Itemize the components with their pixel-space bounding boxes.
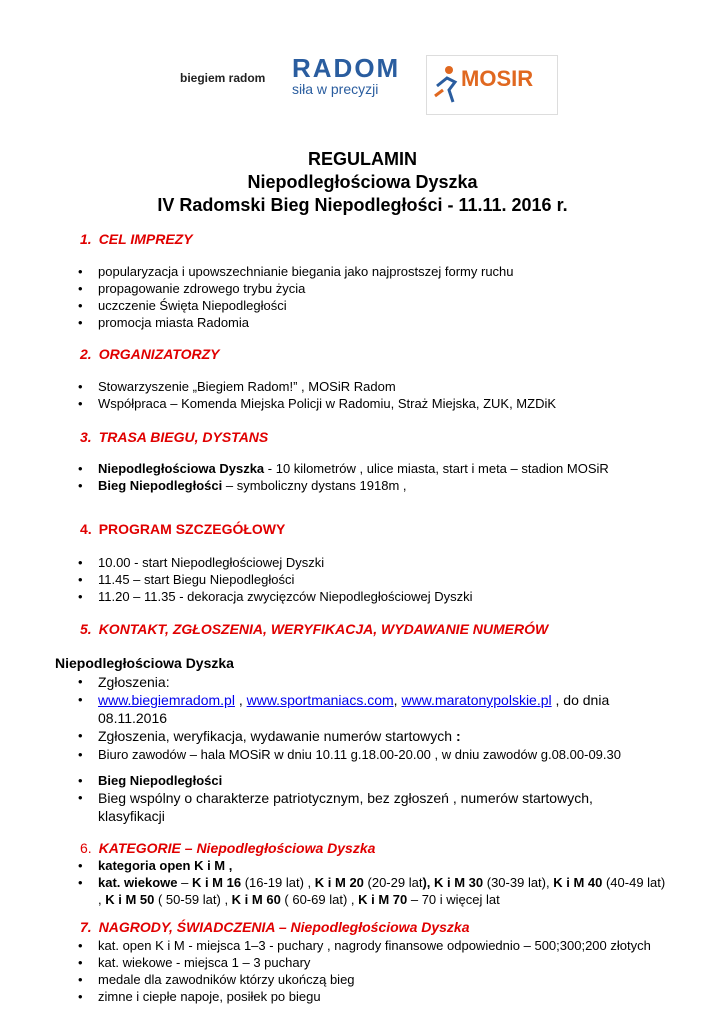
subsection-title: Niepodległościowa Dyszka <box>55 655 234 671</box>
list-item <box>78 477 609 494</box>
text: (40-49 lat) , <box>98 875 666 907</box>
section-number: 1. <box>80 231 92 247</box>
organizers-list <box>78 378 556 412</box>
separator: , <box>393 692 402 708</box>
list-item: • 10.00 - start Niepodległościowej Dyszki <box>78 554 473 571</box>
section-title: KONTAKT, ZGŁOSZENIA, WERYFIKACJA, WYDAWANIE NUMERÓW <box>98 621 549 637</box>
list-item: • kat. open K i M - miejsca 1–3 - puchary , nagrody finansowe odpowiednio – 500;300;200 złotych <box>78 937 678 954</box>
text: (20-29 lat <box>363 875 423 890</box>
mosir-runner-icon <box>433 64 459 104</box>
text: (30-39 lat), <box>483 875 554 890</box>
event-title: IV Radomski Bieg Niepodległości - 11.11. 2016 r. <box>157 195 568 215</box>
goals-list <box>78 263 514 331</box>
list-item: • zimne i ciepłe napoje, posiłek po biegu <box>78 988 678 1005</box>
list-item: • 11.45 – start Biegu Niepodległości <box>78 571 473 588</box>
age-group: K i M 70 <box>358 892 408 907</box>
radom-city-logo <box>292 55 400 97</box>
section-title: PROGRAM SZCZEGÓŁOWY <box>98 521 286 537</box>
biegiem-radom-logo <box>180 71 265 85</box>
separator: , <box>234 692 247 708</box>
list-item: • kat. wiekowe - miejsca 1 – 3 puchary <box>78 954 678 971</box>
document-subtitle: Niepodległościowa Dyszka <box>247 172 478 192</box>
section-number: 2. <box>80 346 92 362</box>
text: ( 60-69 lat) , <box>280 892 359 907</box>
list-item <box>78 727 658 745</box>
section-heading-2 <box>80 346 220 362</box>
section-number: 6. <box>80 840 92 856</box>
section-heading-6 <box>80 840 375 856</box>
list-item: • 11.20 – 11.35 - dekoracja zwycięzców Niepodległościowej Dyszki <box>78 588 473 605</box>
section-heading-7 <box>80 919 470 935</box>
section-title: NAGRODY, ŚWIADCZENIA – Niepodległościowa Dyszka <box>98 919 470 935</box>
list-item: • promocja miasta Radomia <box>78 314 514 331</box>
section-number: 3. <box>80 429 92 445</box>
list-item: • propagowanie zdrowego trybu życia <box>78 280 514 297</box>
biegiemradom-link[interactable]: www.biegiemradom.pl <box>98 692 235 708</box>
list-item: • Zgłoszenia: <box>78 673 658 691</box>
text: ( 50-59 lat) , <box>154 892 232 907</box>
mosir-logo <box>426 55 558 115</box>
list-item: • medale dla zawodników którzy ukończą bieg <box>78 971 678 988</box>
age-group: K i M 16 <box>191 875 242 890</box>
biegiem-logo-text: biegiem radom <box>180 71 266 85</box>
section-number: 4. <box>80 521 92 537</box>
section-heading-3 <box>80 429 268 445</box>
registration-list <box>78 673 658 764</box>
list-item <box>78 772 638 789</box>
category-open: kategoria open K i M , <box>98 858 233 873</box>
category-age: kat. wiekowe <box>98 875 178 890</box>
text: – <box>177 875 192 890</box>
age-group: K i M 50 <box>105 892 155 907</box>
route-list <box>78 460 609 494</box>
age-group: K i M 40 <box>553 875 603 890</box>
section-title: ORGANIZATORZY <box>98 346 220 362</box>
maratonypolskie-link[interactable]: www.maratonypolskie.pl <box>401 692 552 708</box>
list-item: • uczczenie Święta Niepodległości <box>78 297 514 314</box>
section-title: KATEGORIE – Niepodległościowa Dyszka <box>98 840 376 856</box>
list-item: • Współpraca – Komenda Miejska Policji w Radomiu, Straż Miejska, ZUK, MZDiK <box>78 395 556 412</box>
categories-list <box>78 857 668 908</box>
prizes-list <box>78 937 678 1005</box>
deadline-text: , do dnia 08.11.2016 <box>98 692 610 726</box>
age-group: ), K i M 30 <box>422 875 484 890</box>
list-item <box>78 460 609 477</box>
list-item <box>78 874 668 908</box>
section-title: CEL IMPREZY <box>98 231 193 247</box>
mosir-logo-text: MOSIR <box>461 66 534 91</box>
race-name: Bieg Niepodległości <box>98 478 223 493</box>
section-heading-4 <box>80 521 285 537</box>
race-details: - 10 kilometrów , ulice miasta, start i meta – stadion MOSiR <box>264 461 609 476</box>
sportmaniacs-link[interactable]: www.sportmaniacs.com <box>246 692 394 708</box>
race-details: – symboliczny dystans 1918m , <box>222 478 407 493</box>
independence-run-list <box>78 772 638 825</box>
verification-text: Zgłoszenia, weryfikacja, wydawanie numerów startowych <box>98 728 456 744</box>
age-group: K i M 60 <box>231 892 281 907</box>
section-number: 5. <box>80 621 92 637</box>
list-item <box>78 857 668 874</box>
race-name: Bieg Niepodległości <box>98 773 223 788</box>
section-heading-1 <box>80 231 193 247</box>
list-item: • popularyzacja i upowszechnianie biegania jako najprostszej formy ruchu <box>78 263 514 280</box>
list-item: • Bieg wspólny o charakterze patriotycznym, bez zgłoszeń , numerów startowych, klasyfikacji <box>78 789 638 825</box>
radom-logo-name: RADOM <box>292 53 401 83</box>
text: (16-19 lat) , <box>241 875 315 890</box>
section-heading-5 <box>80 621 548 637</box>
section-title: TRASA BIEGU, DYSTANS <box>98 429 269 445</box>
race-name: Niepodległościowa Dyszka <box>98 461 265 476</box>
section-number: 7. <box>80 919 92 935</box>
list-item: • Stowarzyszenie „Biegiem Radom!” , MOSiR Radom <box>78 378 556 395</box>
program-list <box>78 554 473 605</box>
text: – 70 i więcej lat <box>407 892 500 907</box>
document-title: REGULAMIN <box>308 149 417 169</box>
list-item <box>78 691 658 727</box>
colon: : <box>455 728 461 744</box>
logo-strip <box>180 55 560 115</box>
age-group: K i M 20 <box>314 875 364 890</box>
radom-logo-tagline: siła w precyzji <box>292 81 379 97</box>
list-item: • Biuro zawodów – hala MOSiR w dniu 10.11 g.18.00-20.00 , w dniu zawodów g.08.00-09.30 <box>78 745 658 764</box>
